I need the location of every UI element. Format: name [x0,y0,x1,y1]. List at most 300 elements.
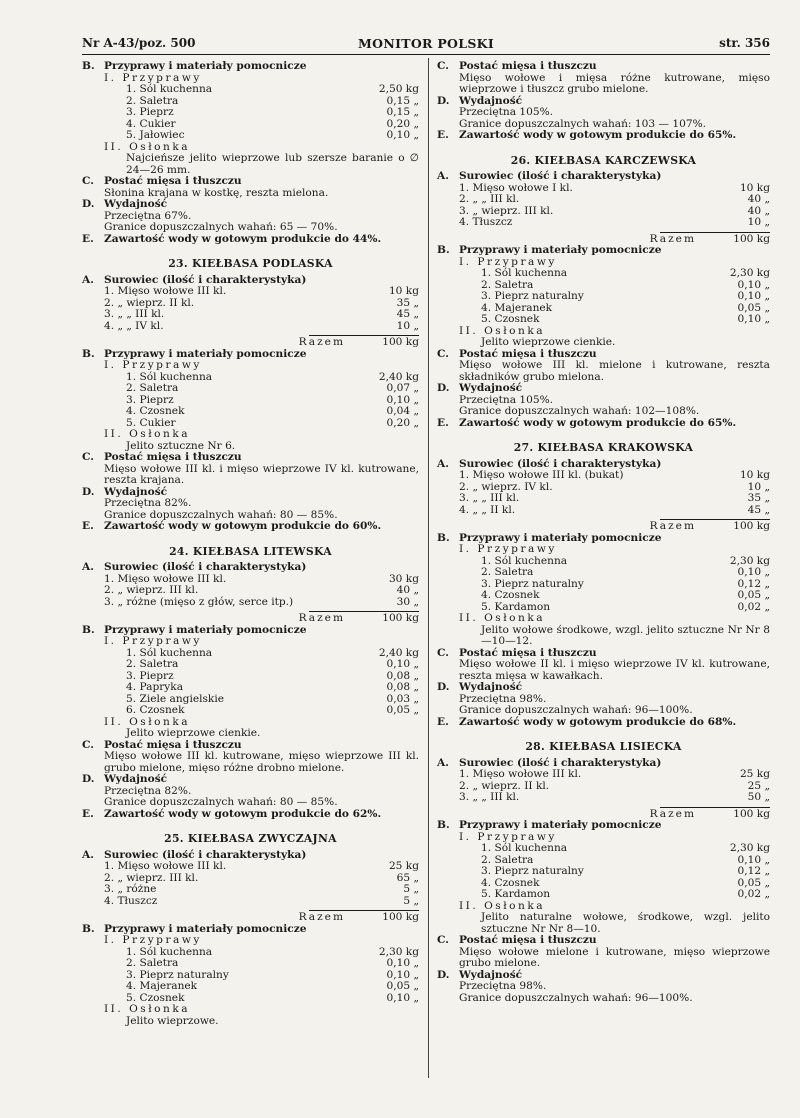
right-s27-raw-material-row [437,470,770,482]
left-s23-raw-material-amount: 10 „ [396,319,419,332]
left-s24-raw-materials-heading-title: Surowiec (ilość i charakterystyka) [104,561,307,573]
left-s24-yield-heading-label: D. [82,773,95,785]
left-s25-title: 25. KIEŁBASA ZWYCZAJNA [164,832,337,845]
right-s26-spice-row [437,291,770,303]
right-s27-raw-materials-heading [437,459,770,471]
left-s25-spice-amount: 2,30 kg [378,945,419,958]
left-cont-section [82,61,419,245]
left-s25-spices-heading-title: Przyprawy i materiały pomocnicze [104,922,307,935]
left-s25-spice-amount: 0,05 „ [386,980,419,992]
right-s26-raw-material-row [437,194,770,206]
left-s23-spice-amount: 0,20 „ [386,416,419,429]
left-s25-spices-heading-label: B. [82,922,95,935]
left-s24-total-label: Razem [298,612,345,624]
right-s28-raw-material-amount: 50 „ [747,791,770,803]
left-cont-spice-amount: 0,10 „ [386,129,419,141]
left-s24-spice-name: 1. Sól kuchenna [126,646,213,659]
right-s27-casing-text: Jelito wołowe środkowe, wzgl. jelito sztuczne Nr Nr 8—10—12. [481,623,770,647]
right-s28-spices-label: I. Przyprawy [459,830,557,843]
left-s24-raw-material-row [82,585,419,597]
left-s23-spice-row [82,406,419,418]
left-s24-meat-form-heading-label: C. [82,738,94,751]
right-s27-yield-heading-label: D. [437,681,450,693]
left-s25-spice-amount: 0,10 „ [386,991,419,1004]
left-s24-spice-amount: 0,03 „ [386,692,419,705]
right-s28-spices-heading-title: Przyprawy i materiały pomocnicze [459,819,662,831]
right-s26-total-label: Razem [649,232,696,245]
right-cont-water-content-label: E. [437,129,449,141]
right-cont-meat-form-heading [437,61,770,73]
header-publication: MONITOR POLSKI [358,36,494,51]
left-s24-raw-material-name: 2. „ wieprz. III kl. [104,584,199,596]
left-cont-spices-label: I. Przyprawy [104,71,202,84]
right-s26-raw-materials-heading-label: A. [437,170,449,182]
right-s27-raw-material-amount: 10 kg [739,469,770,481]
right-s26-meat-form-heading-title: Postać mięsa i tłuszczu [459,347,597,360]
right-s27-spice-name: 4. Czosnek [481,589,540,601]
left-s23-yield-heading-label: D. [82,485,95,498]
right-s27-meat-form-heading-label: C. [437,646,449,659]
right-s28-meat-form-text: Mięso wołowe mielone i kutrowane, mięso wieprzowe grubo mielone. [459,945,770,969]
right-s28-meat-form-heading [437,935,770,947]
right-s27-raw-material-name: 1. Mięso wołowe III kl. (bukat) [459,469,624,481]
right-s26-spice-amount: 0,05 „ [737,301,770,314]
left-cont-yield-heading-title: Wydajność [104,198,168,210]
right-s27-water-content-label: E. [437,715,449,728]
left-s24-spice-row [82,659,419,671]
right-s28-raw-materials-heading-title: Surowiec (ilość i charakterystyka) [459,756,662,769]
right-s28-spice-amount: 2,30 kg [729,842,770,854]
right-s28-yield-range: Granice dopuszczalnych wahań: 96—100%. [459,991,693,1004]
left-s23-title: 23. KIEŁBASA PODLASKA [168,257,333,270]
right-s27-raw-material-name: 2. „ wieprz. IV kl. [459,480,553,493]
right-s26-raw-material-name: 4. Tłuszcz [459,216,513,228]
left-s23-yield-average: Przeciętna 82%. [104,497,192,509]
right-s28-casing-text: Jelito naturalne wołowe, środkowe, wzgl. jelito sztuczne Nr Nr 8—10. [481,911,770,935]
left-s25-casing-label: II. Osłonka [104,1003,191,1015]
header-issue: Nr A-43/poz. 500 [82,36,196,50]
right-s28-yield-average: Przeciętna 98%. [459,980,547,992]
left-s24-spice-name: 3. Pieprz [126,669,174,682]
left-s25-spices-label: I. Przyprawy [104,934,202,946]
right-s27-raw-materials-heading-title: Surowiec (ilość i charakterystyka) [459,457,662,470]
left-s24-total-amount: 100 kg [382,612,419,624]
left-cont-yield-average: Przeciętna 67%. [104,209,192,222]
left-column [82,61,419,1028]
right-s28-raw-material-amount: 25 kg [739,768,770,780]
left-cont-spice-amount: 2,50 kg [378,83,419,95]
column-divider [428,58,429,1078]
left-s23-meat-form-heading-title: Postać mięsa i tłuszczu [104,451,242,463]
right-s27-raw-material-amount: 35 „ [747,492,770,504]
left-s25-spice-name: 3. Pieprz naturalny [126,968,229,981]
left-s23-yield-heading-title: Wydajność [104,485,168,498]
left-cont-yield-range: Granice dopuszczalnych wahań: 65 — 70%. [104,221,338,233]
right-s27-water-content-text: Zawartość wody w gotowym produkcie do 68%. [459,715,737,728]
left-s23-spice-name: 1. Sól kuchenna [126,370,213,383]
left-s25-raw-material-row [82,884,419,896]
right-s26-yield-heading-label: D. [437,382,450,394]
left-s23-meat-form-text: Mięso wołowe III kl. i mięso wieprzowe IV kl. kutrowane, reszta krajana. [104,462,419,486]
left-s23-water-content-text: Zawartość wody w gotowym produkcie do 60%. [104,520,382,532]
left-s24-spice-amount: 2,40 kg [378,646,419,659]
right-s28-spice-name: 5. Kardamon [481,888,551,900]
right-s28-meat-form-heading-label: C. [437,934,449,946]
left-s25-raw-material-amount: 5 „ [403,894,419,907]
left-s23-section [82,258,419,533]
left-s25-spice-amount: 0,10 „ [386,957,419,969]
left-s24-title: 24. KIEŁBASA LITEWSKA [169,544,332,558]
left-cont-spice-row [82,107,419,119]
right-cont-meat-form-heading-label: C. [437,60,449,72]
right-s27-spice-amount: 0,02 „ [737,600,770,613]
left-s23-raw-material-row [82,286,419,298]
right-s28-total-label: Razem [649,807,696,820]
left-s24-yield-heading [82,774,419,786]
left-s24-section [82,546,419,821]
right-s26-spice-name: 3. Pieprz naturalny [481,290,584,302]
left-s23-casing-label: II. Osłonka [104,428,191,440]
right-cont-section [437,61,770,142]
right-cont-yield-heading-title: Wydajność [459,94,523,107]
left-cont-water-content-label: E. [82,232,94,245]
right-s28-spice-row [437,866,770,878]
right-s27-yield-heading [437,682,770,694]
right-s28-total-amount: 100 kg [733,807,770,820]
right-s28-spice-amount: 0,10 „ [737,853,770,866]
right-s26-total-amount: 100 kg [733,232,770,245]
left-s24-raw-materials-heading [82,562,419,574]
left-s23-raw-material-amount: 45 „ [396,308,419,320]
right-s27-spice-amount: 0,12 „ [737,577,770,590]
right-s28-yield-heading-label: D. [437,968,450,981]
right-s26-meat-form-text: Mięso wołowe III kl. mielone i kutrowane, reszta składników grubo mielona. [459,359,770,383]
right-s28-raw-material-row [437,792,770,804]
right-s28-casing-label: II. Osłonka [459,899,546,912]
right-s27-raw-material-row [437,493,770,505]
left-s24-water-content [82,809,419,821]
right-s28-raw-material-name: 1. Mięso wołowe III kl. [459,768,582,780]
right-s27-spices-heading-title: Przyprawy i materiały pomocnicze [459,531,662,544]
right-s26-raw-material-name: 3. „ wieprz. III kl. [459,204,554,217]
right-s27-raw-materials-heading-label: A. [437,457,449,470]
left-s24-spices-label: I. Przyprawy [104,635,202,647]
left-s23-raw-materials-heading-title: Surowiec (ilość i charakterystyka) [104,273,307,286]
right-s28-spice-amount: 0,02 „ [737,888,770,900]
left-s25-raw-material-row [82,896,419,908]
left-cont-spice-name: 3. Pieprz [126,106,174,118]
left-s23-raw-materials-heading-label: A. [82,273,94,286]
left-s25-spice-name: 2. Saletra [126,957,179,969]
right-s27-yield-average: Przeciętna 98%. [459,692,547,705]
right-s28-meat-form-heading-title: Postać mięsa i tłuszczu [459,934,597,946]
right-s27-spices-heading-label: B. [437,531,450,544]
right-s28-raw-material-amount: 25 „ [747,779,770,792]
left-s24-spice-name: 6. Czosnek [126,704,185,716]
right-s26-raw-material-row [437,217,770,229]
right-s26-spice-row [437,268,770,280]
right-s28-raw-materials-heading-label: A. [437,756,449,769]
left-s25-total-label: Razem [298,911,345,923]
left-s23-spice-name: 2. Saletra [126,382,179,394]
right-s27-water-content [437,717,770,729]
left-cont-casing-text: Najcieńsze jelito wieprzowe lub szersze baranie o ∅ 24—26 mm. [126,152,419,176]
left-s23-meat-form-heading-label: C. [82,451,94,463]
left-s25-raw-material-amount: 25 kg [388,860,419,872]
right-s28-section [437,741,770,1004]
left-s24-casing-label: II. Osłonka [104,715,191,728]
left-s23-raw-material-amount: 35 „ [396,296,419,309]
right-s26-spice-name: 5. Czosnek [481,313,540,325]
left-s25-raw-material-name: 2. „ wieprz. III kl. [104,871,199,884]
left-s25-raw-materials-heading [82,850,419,862]
left-s25-total-amount: 100 kg [382,911,419,923]
left-cont-spices-heading [82,61,419,73]
right-s26-water-content [437,418,770,430]
right-s28-spice-row [437,889,770,901]
right-s28-raw-material-name: 2. „ wieprz. II kl. [459,779,550,792]
left-cont-spice-name: 4. Cukier [126,117,176,130]
page-header [82,38,770,55]
left-s24-spices-heading-title: Przyprawy i materiały pomocnicze [104,623,307,636]
left-s23-spice-amount: 2,40 kg [378,370,419,383]
left-s24-yield-range: Granice dopuszczalnych wahań: 80 — 85%. [104,796,338,808]
left-cont-water-content [82,234,419,246]
left-s24-raw-material-name: 1. Mięso wołowe III kl. [104,572,227,585]
left-cont-yield-heading-label: D. [82,198,95,210]
left-s25-spice-name: 5. Czosnek [126,991,185,1004]
right-s28-spice-name: 4. Czosnek [481,876,540,889]
right-s26-yield-heading [437,383,770,395]
right-cont-meat-form-heading-title: Postać mięsa i tłuszczu [459,60,597,72]
right-s27-total-label: Razem [649,520,696,532]
right-s27-meat-form-heading-title: Postać mięsa i tłuszczu [459,646,597,659]
left-s23-spice-amount: 0,07 „ [386,382,419,394]
left-s24-spice-amount: 0,05 „ [386,704,419,716]
left-s24-spice-name: 4. Papryka [126,681,184,693]
right-s28-spice-amount: 0,12 „ [737,865,770,877]
right-s27-spice-name: 2. Saletra [481,566,534,578]
left-s24-raw-material-amount: 30 kg [388,572,419,585]
left-s25-raw-material-amount: 65 „ [396,871,419,884]
right-s27-total-amount: 100 kg [733,520,770,532]
left-s23-raw-material-name: 3. „ „ III kl. [104,308,165,320]
left-s25-spice-amount: 0,10 „ [386,968,419,981]
right-s26-water-content-label: E. [437,416,449,429]
left-s25-spice-name: 1. Sól kuchenna [126,945,213,958]
right-s27-spices-label: I. Przyprawy [459,543,557,555]
right-s28-spice-row [437,843,770,855]
right-cont-yield-average: Przeciętna 105%. [459,106,554,118]
left-s23-yield-range: Granice dopuszczalnych wahań: 80 — 85%. [104,508,338,521]
right-s28-title: 28. KIEŁBASA LISIECKA [525,740,682,753]
right-s27-spice-row [437,567,770,579]
left-s24-spices-heading-label: B. [82,623,95,636]
left-s23-water-content [82,521,419,533]
left-s25-spice-row [82,981,419,993]
right-s27-raw-material-name: 4. „ „ II kl. [459,503,516,516]
right-s26-spices-heading [437,245,770,257]
left-cont-meat-form-text: Słonina krajana w kostkę, reszta mielona. [104,186,329,199]
right-s27-spice-name: 3. Pieprz naturalny [481,577,584,590]
left-s24-yield-average: Przeciętna 82%. [104,784,192,797]
left-s24-spice-name: 2. Saletra [126,658,179,670]
left-s24-raw-material-amount: 40 „ [396,584,419,596]
right-s26-spice-name: 1. Sól kuchenna [481,267,568,279]
right-column [437,61,770,1005]
left-s23-raw-material-name: 2. „ wieprz. II kl. [104,296,195,309]
right-s26-raw-material-name: 1. Mięso wołowe I kl. [459,181,573,194]
right-s26-spices-heading-title: Przyprawy i materiały pomocnicze [459,244,662,256]
left-s23-water-content-label: E. [82,520,94,532]
right-s28-raw-material-row [437,769,770,781]
left-cont-spices-heading-label: B. [82,60,95,72]
right-s26-section [437,155,770,430]
left-s25-spice-name: 4. Majeranek [126,980,198,992]
right-s28-spice-name: 2. Saletra [481,853,534,866]
right-s26-raw-material-name: 2. „ „ III kl. [459,193,520,205]
left-s23-spices-heading-label: B. [82,347,95,360]
right-cont-yield-heading-label: D. [437,94,450,107]
left-s24-raw-materials-heading-label: A. [82,561,94,573]
left-s25-raw-material-row [82,861,419,873]
right-s27-spice-name: 1. Sól kuchenna [481,554,568,567]
left-s24-water-content-label: E. [82,807,94,820]
right-s26-raw-material-amount: 10 kg [739,181,770,194]
right-s26-raw-material-amount: 40 „ [747,193,770,205]
right-s27-raw-material-amount: 45 „ [747,503,770,516]
left-s25-raw-materials-heading-title: Surowiec (ilość i charakterystyka) [104,848,307,861]
left-cont-spice-row [82,130,419,142]
right-s27-spice-amount: 0,10 „ [737,566,770,578]
left-cont-spice-name: 1. Sól kuchenna [126,83,213,95]
right-s26-spices-heading-label: B. [437,244,450,256]
right-s26-yield-heading-title: Wydajność [459,382,523,394]
right-cont-yield-range: Granice dopuszczalnych wahań: 103 — 107%. [459,117,707,130]
right-s28-raw-materials-heading [437,758,770,770]
right-s27-title: 27. KIEŁBASA KRAKOWSKA [513,441,694,454]
right-s26-casing-text: Jelito wieprzowe cienkie. [481,336,616,348]
left-s24-spice-row [82,705,419,717]
right-s26-water-content-text: Zawartość wody w gotowym produkcie do 65%. [459,416,737,429]
left-s25-section [82,833,419,1027]
left-s23-spice-row [82,383,419,395]
left-cont-spices-heading-title: Przyprawy i materiały pomocnicze [104,60,307,72]
left-s25-spice-row [82,958,419,970]
left-s24-spice-amount: 0,08 „ [386,669,419,682]
right-s26-spices-label: I. Przyprawy [459,255,557,268]
left-s24-spice-amount: 0,10 „ [386,658,419,670]
right-s27-casing-label: II. Osłonka [459,612,546,624]
left-s23-spice-name: 4. Czosnek [126,405,185,417]
right-s26-spice-name: 2. Saletra [481,278,534,291]
right-s28-spices-heading-label: B. [437,819,450,831]
right-s26-meat-form-heading-label: C. [437,347,449,360]
left-cont-meat-form-heading [82,176,419,188]
right-s27-raw-material-row [437,505,770,517]
left-s23-spices-label: I. Przyprawy [104,359,202,371]
right-s26-spice-name: 4. Majeranek [481,301,553,314]
left-s23-spices-heading-title: Przyprawy i materiały pomocnicze [104,347,307,360]
left-s23-spice-name: 3. Pieprz [126,393,174,406]
left-s25-raw-material-name: 3. „ różne [104,883,157,895]
right-s26-raw-materials-heading-title: Surowiec (ilość i charakterystyka) [459,170,662,182]
right-s27-spice-amount: 0,05 „ [737,589,770,601]
right-s26-yield-range: Granice dopuszczalnych wahań: 102—108%. [459,405,700,417]
left-s25-raw-material-name: 1. Mięso wołowe III kl. [104,860,227,872]
right-s27-raw-material-name: 3. „ „ III kl. [459,492,520,504]
left-s24-casing-text: Jelito wieprzowe cienkie. [126,727,261,739]
left-s25-raw-materials-heading-label: A. [82,848,94,861]
left-s24-raw-material-row [82,597,419,609]
left-s23-total-label: Razem [298,336,345,348]
header-page-number: str. 356 [719,36,770,50]
left-cont-water-content-text: Zawartość wody w gotowym produkcie do 44%. [104,232,382,245]
right-s27-spice-amount: 2,30 kg [729,554,770,567]
left-s24-meat-form-heading-title: Postać mięsa i tłuszczu [104,738,242,751]
left-s23-casing-text: Jelito sztuczne Nr 6. [126,439,236,452]
left-cont-casing-label: II. Osłonka [104,140,191,153]
right-s28-raw-material-name: 3. „ „ III kl. [459,791,520,803]
left-s23-raw-material-row [82,321,419,333]
right-s27-spice-row [437,590,770,602]
left-cont-yield-heading [82,199,419,211]
left-cont-spice-name: 5. Jałowiec [126,129,185,141]
right-s28-yield-heading-title: Wydajność [459,968,523,981]
right-cont-meat-form-text: Mięso wołowe i mięsa różne kutrowane, mięso wieprzowe i tłuszcz grubo mielone. [459,71,770,95]
left-s23-spice-amount: 0,04 „ [386,405,419,417]
right-s27-meat-form-text: Mięso wołowe II kl. i mięso wieprzowe IV kl. kutrowane, reszta mięsa w kawałkach. [459,658,770,682]
left-cont-spice-name: 2. Saletra [126,94,179,107]
right-s26-spice-amount: 0,10 „ [737,290,770,302]
left-s23-total-amount: 100 kg [382,336,419,348]
right-s28-spice-name: 3. Pieprz naturalny [481,865,584,877]
right-s27-spice-name: 5. Kardamon [481,600,551,613]
left-s23-raw-material-amount: 10 kg [388,285,419,297]
left-cont-meat-form-heading-label: C. [82,175,94,187]
right-s28-spice-amount: 0,05 „ [737,876,770,889]
right-cont-water-content-text: Zawartość wody w gotowym produkcie do 65%. [459,129,737,141]
right-s28-spices-heading [437,820,770,832]
right-s27-yield-range: Granice dopuszczalnych wahań: 96—100%. [459,704,693,716]
right-s26-title: 26. KIEŁBASA KARCZEWSKA [510,153,697,167]
right-s26-raw-material-amount: 10 „ [747,216,770,228]
left-cont-spice-amount: 0,15 „ [386,106,419,118]
left-cont-spice-row [82,84,419,96]
right-s26-spice-amount: 2,30 kg [729,267,770,279]
right-s26-raw-materials-heading [437,171,770,183]
right-s26-raw-material-amount: 40 „ [747,204,770,217]
left-s23-meat-form-heading [82,452,419,464]
left-s23-raw-material-row [82,309,419,321]
right-s27-section [437,442,770,728]
right-s28-spice-name: 1. Sól kuchenna [481,842,568,854]
left-s24-water-content-text: Zawartość wody w gotowym produkcie do 62%. [104,807,382,820]
left-cont-spice-amount: 0,15 „ [386,94,419,107]
left-s24-yield-heading-title: Wydajność [104,773,168,785]
left-s24-raw-material-amount: 30 „ [396,595,419,608]
left-s24-spice-amount: 0,08 „ [386,681,419,693]
left-s24-meat-form-text: Mięso wołowe III kl. kutrowane, mięso wieprzowe III kl. grubo mielone, mięso różne drobno mielone. [104,750,419,774]
right-s26-spice-amount: 0,10 „ [737,313,770,325]
left-s25-raw-material-amount: 5 „ [403,883,419,895]
right-cont-water-content [437,130,770,142]
right-s26-spice-row [437,314,770,326]
right-s27-yield-heading-title: Wydajność [459,681,523,693]
left-s23-raw-material-name: 1. Mięso wołowe III kl. [104,285,227,297]
left-s23-raw-material-name: 4. „ „ IV kl. [104,319,164,332]
left-s23-spice-name: 5. Cukier [126,416,176,429]
